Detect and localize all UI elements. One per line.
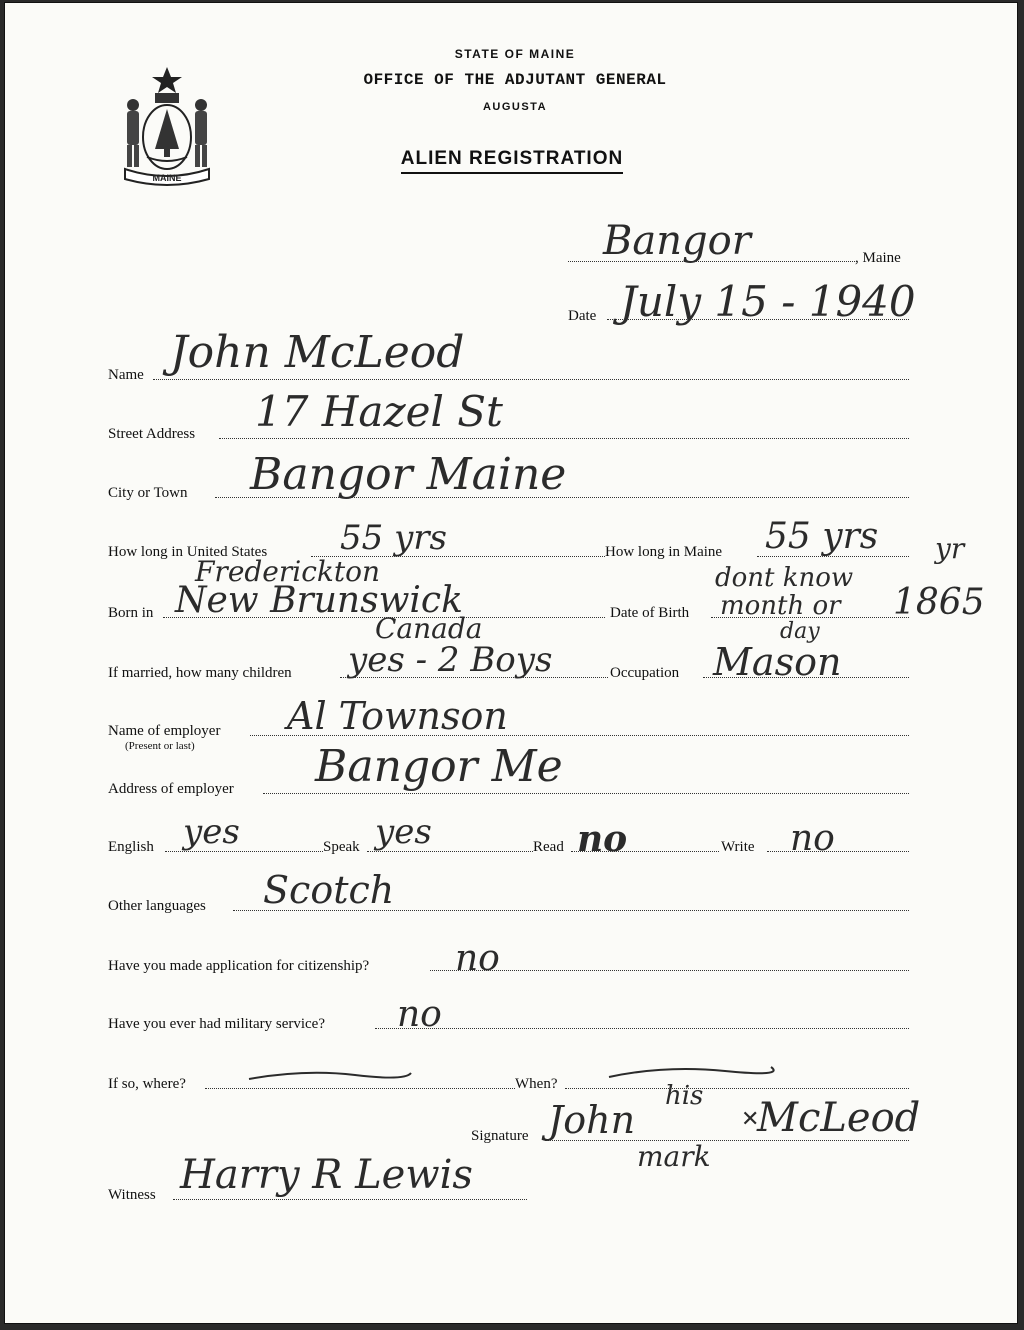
occupation-label: Occupation [610, 665, 680, 681]
dob-note-line1: dont know [715, 563, 854, 593]
english-label: English [108, 839, 154, 855]
dob-label: Date of Birth [610, 605, 690, 621]
write-value: no [790, 818, 835, 859]
how-long-us-label: How long in United States [108, 544, 268, 560]
read-label: Read [533, 839, 564, 855]
city-heading: AUGUSTA [482, 101, 548, 113]
name-label: Name [108, 367, 144, 383]
dob-note-line2: month or [720, 591, 841, 621]
where-dash-stroke [245, 1065, 415, 1085]
employer-address-line [263, 793, 909, 794]
street-label: Street Address [108, 426, 196, 442]
name-line [153, 379, 909, 380]
read-value: no [577, 818, 628, 860]
date-value: July 15 - 1940 [620, 277, 916, 326]
when-dash-stroke [605, 1061, 775, 1083]
how-long-us-value: 55 yrs [340, 518, 447, 558]
witness-label: Witness [108, 1187, 156, 1203]
alien-registration-form [4, 2, 1018, 1324]
married-value: yes - 2 Boys [348, 640, 553, 680]
dob-note-line3: day [780, 619, 820, 644]
signature-mark: mark [637, 1140, 711, 1173]
town-value: Bangor [603, 218, 751, 264]
signature-his: his [665, 1081, 704, 1111]
born-province-value: New Brunswick [175, 580, 463, 621]
occupation-value: Mason [713, 640, 842, 684]
write-line [767, 851, 909, 852]
married-label: If married, how many children [108, 665, 292, 681]
street-line [219, 438, 909, 439]
employer-sublabel: (Present or last) [125, 740, 195, 752]
citizenship-line [430, 970, 909, 971]
seal-banner-text: MAINE [152, 173, 182, 183]
citizenship-value: no [455, 938, 500, 979]
when-label: When? [515, 1076, 558, 1092]
military-line [375, 1028, 909, 1029]
born-country-value: Canada [375, 612, 483, 645]
maine-label: , Maine [855, 250, 901, 266]
mark-x-icon: ✕ [741, 1107, 760, 1132]
military-value: no [397, 994, 442, 1035]
english-value: yes [183, 812, 240, 852]
employer-address-label: Address of employer [108, 781, 234, 797]
where-label: If so, where? [108, 1076, 186, 1092]
when-line [565, 1088, 909, 1089]
date-label: Date [568, 308, 597, 324]
speak-label: Speak [323, 839, 360, 855]
employer-label: Name of employer [108, 723, 221, 739]
signature-first: John [548, 1098, 636, 1142]
where-line [205, 1088, 515, 1089]
how-long-me-value: 55 yrs [765, 516, 879, 557]
state-heading: STATE OF MAINE [454, 47, 576, 61]
employer-value: Al Townson [287, 694, 508, 738]
write-label: Write [721, 839, 755, 855]
street-value: 17 Hazel St [255, 387, 503, 436]
city-value: Bangor Maine [250, 449, 567, 500]
dob-year-value: 1865 [893, 582, 985, 623]
born-label: Born in [108, 605, 154, 621]
how-long-me-extra: yr [935, 532, 965, 565]
citizenship-label: Have you made application for citizenship? [108, 958, 370, 974]
employer-address-value: Bangor Me [315, 741, 563, 792]
other-languages-label: Other languages [108, 898, 206, 914]
witness-value: Harry R Lewis [180, 1152, 473, 1198]
name-value: John McLeod [170, 327, 465, 378]
speak-value: yes [375, 812, 432, 852]
signature-label: Signature [471, 1128, 529, 1144]
office-heading: OFFICE OF THE ADJUTANT GENERAL [363, 71, 667, 89]
signature-last: McLeod [757, 1095, 921, 1141]
military-label: Have you ever had military service? [108, 1016, 325, 1032]
born-city-value: Frederickton [195, 555, 381, 588]
witness-line [173, 1199, 527, 1200]
how-long-me-label: How long in Maine [605, 544, 723, 560]
city-label: City or Town [108, 485, 188, 501]
other-languages-value: Scotch [263, 868, 395, 912]
form-title: ALIEN REGISTRATION [5, 148, 1019, 174]
